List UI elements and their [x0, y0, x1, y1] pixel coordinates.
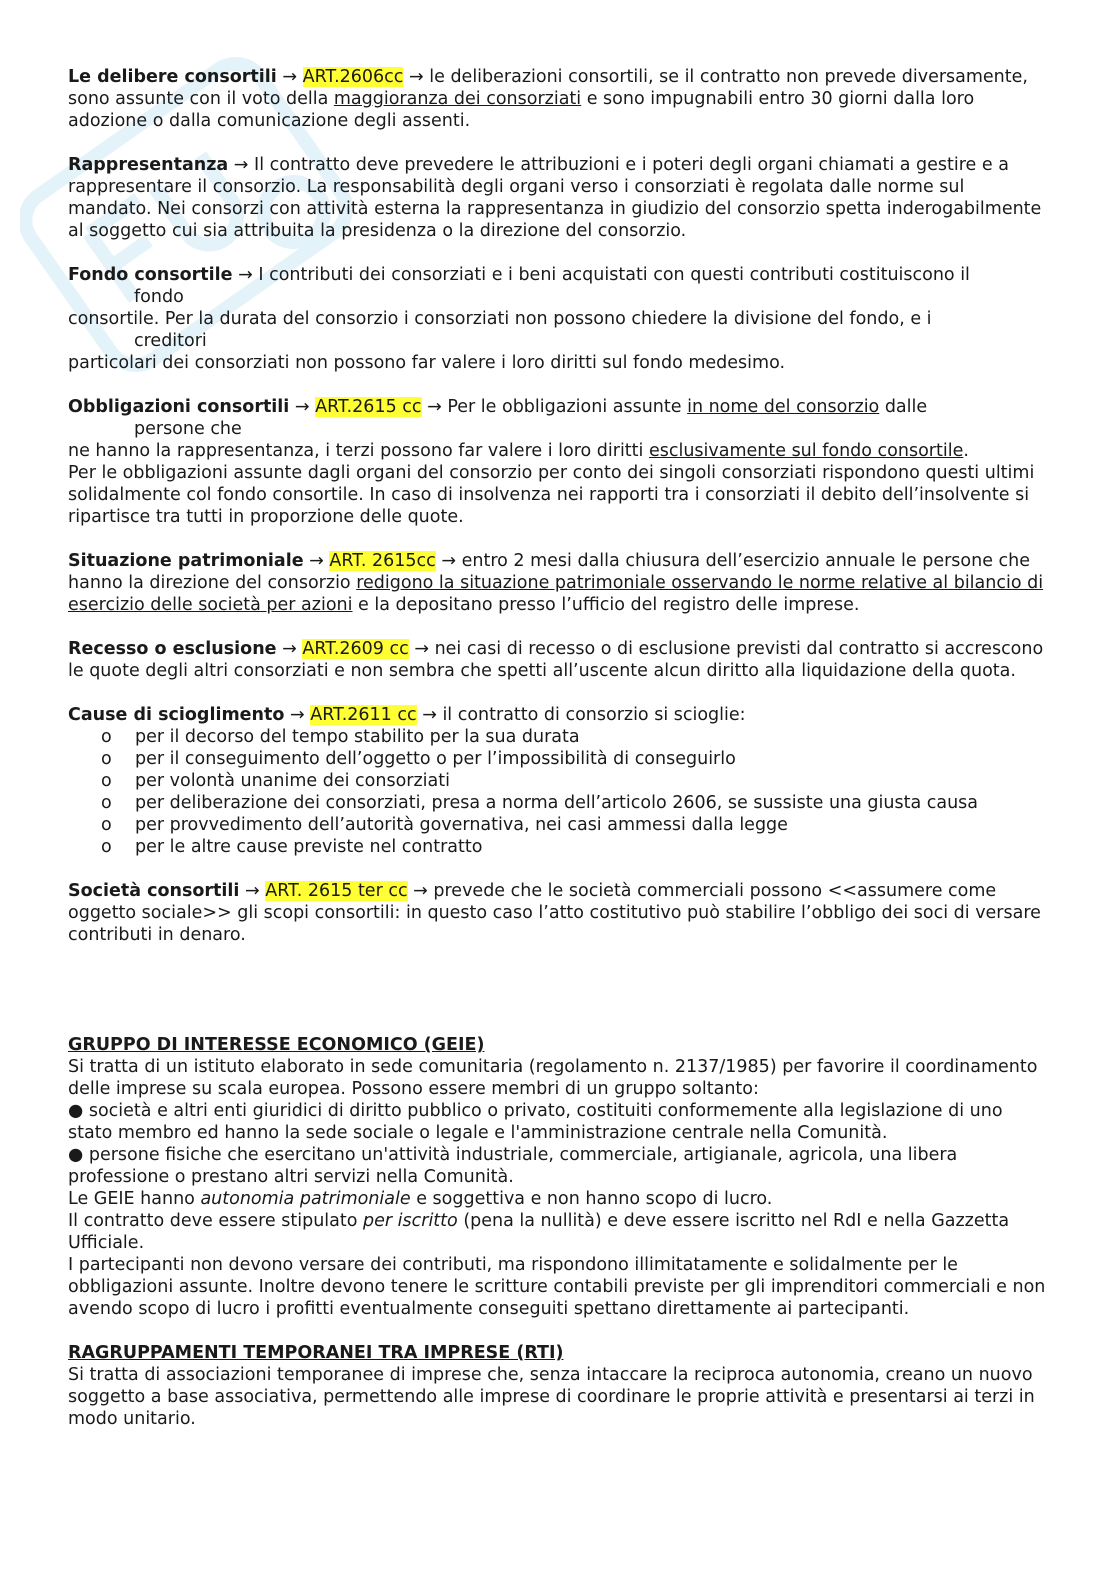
body-text: fondo: [134, 287, 184, 307]
body-text: Si tratta di un istituto elaborato in sede comunitaria (regolamento n. 2137/1985) per favorire il coordinamento delle imprese su scala europea. Possono essere membri di un gruppo soltanto:: [68, 1057, 1038, 1099]
arrow-icon: →: [245, 881, 260, 901]
heading-societa: Società consortili: [68, 881, 240, 901]
body-text: le deliberazioni consortili, se il contratto non prevede diversamente, sono assunte con il voto della: [68, 67, 1028, 109]
body-line: [68, 1210, 1048, 1254]
body-text: Il contratto deve essere stipulato: [68, 1211, 364, 1231]
paragraph-fondo: [68, 264, 1048, 374]
body-text: I contributi dei consorziati e i beni acquistati con questi contributi costituiscono il: [252, 265, 970, 285]
heading-delibere: Le delibere consortili: [68, 67, 277, 87]
body-text: persone che: [134, 419, 242, 439]
circle-bullet-icon: o: [101, 815, 112, 835]
arrow-icon: →: [238, 265, 253, 285]
paragraph-societa: [68, 880, 1048, 946]
list-item: [68, 814, 1048, 836]
body-text: creditori: [134, 331, 207, 351]
body-text: ne hanno la rappresentanza, i terzi possono far valere i loro diritti: [68, 441, 649, 461]
arrow-icon: →: [422, 705, 437, 725]
heading-scioglimento: Cause di scioglimento: [68, 705, 285, 725]
circle-bullet-icon: o: [101, 793, 112, 813]
underlined-text: redigono la situazione patrimoniale osservando le norme relative al bilancio di esercizio delle società per azioni: [68, 573, 1044, 615]
bullet-item: [68, 1144, 1048, 1188]
section-rti: [68, 1342, 1048, 1430]
arrow-icon: →: [282, 67, 298, 87]
italic-text: autonomia patrimoniale: [200, 1189, 411, 1209]
body-text: entro 2 mesi dalla chiusura dell’esercizio annuale le persone che hanno la direzione del consorzio: [68, 551, 1030, 593]
paragraph-delibere: [68, 66, 1048, 132]
list-item-text: per il decorso del tempo stabilito per la sua durata: [135, 727, 580, 747]
article-ref: ART.2606cc: [302, 67, 404, 87]
paragraph-situazione: [68, 550, 1048, 616]
body-text: Le GEIE hanno: [68, 1189, 201, 1209]
italic-text: per iscritto: [363, 1211, 458, 1231]
spacer: [68, 968, 1048, 1034]
article-ref: ART. 2615 ter cc: [265, 881, 408, 901]
body-text: Per le obbligazioni assunte dagli organi del consorzio per conto dei singoli consorziati rispondono questi ultimi solidalmente col fondo consortile. In caso di insolvenza nei rapporti tra i consorziati il debito dell’insolvente si ripartisce tra tutti in proporzione delle quote.: [68, 463, 1035, 527]
list-item-text: per il conseguimento dell’oggetto o per l’impossibilità di conseguirlo: [135, 749, 736, 769]
cause-list: [68, 726, 1048, 858]
underlined-text: esclusivamente sul fondo consortile: [648, 441, 964, 461]
document-page: [68, 66, 1048, 1452]
body-text: Si tratta di associazioni temporanee di imprese che, senza intaccare la reciproca autonomia, creano un nuovo soggetto a base associativa, permettendo alle imprese di coordinare le proprie attività e presentarsi ai terzi in modo unitario.: [68, 1365, 1035, 1429]
heading-recesso: Recesso o esclusione: [68, 639, 277, 659]
list-item-text: per provvedimento dell’autorità governativa, nei casi ammessi dalla legge: [135, 815, 788, 835]
heading-situazione: Situazione patrimoniale: [68, 551, 304, 571]
list-item-text: per deliberazione dei consorziati, presa a norma dell’articolo 2606, se sussiste una giusta causa: [135, 793, 979, 813]
article-ref: ART. 2615cc: [329, 551, 436, 571]
body-text: e soggettiva e non hanno scopo di lucro.: [410, 1189, 773, 1209]
paragraph-scioglimento: [68, 704, 1048, 858]
body-text: Il contratto deve prevedere le attribuzioni e i poteri degli organi chiamati a gestire e a rappresentare il consorzio. La responsabilità degli organi verso i consorziati è regolata dalle norme sul mandato. Nei consorzi con attività esterna la rappresentanza in giudizio del consorzio spetta inderogabilmente al soggetto cui sia attribuita la presidenza o la direzione del consorzio.: [68, 155, 1042, 241]
body-text: e sono impugnabili entro 30 giorni dalla loro adozione o dalla comunicazione degli assenti.: [68, 89, 975, 131]
body-text: Per le obbligazioni assunte: [441, 397, 688, 417]
list-item: [68, 770, 1048, 792]
circle-bullet-icon: o: [101, 837, 112, 857]
circle-bullet-icon: o: [101, 727, 112, 747]
arrow-icon: →: [414, 639, 429, 659]
body-text: I partecipanti non devono versare dei contributi, ma rispondono illimitatamente e solidalmente per le obbligazioni assunte. Inoltre devono tenere le scritture contabili previste per gli imprenditori commerciali e non avendo scopo di lucro i profitti eventualmente conseguiti spettano direttamente ai partecipanti.: [68, 1255, 1046, 1319]
body-text: e la depositano presso l’ufficio del registro delle imprese.: [352, 595, 860, 615]
arrow-icon: →: [233, 155, 249, 175]
body-text: dalle: [879, 397, 928, 417]
section-title-geie: GRUPPO DI INTERESSE ECONOMICO (GEIE): [68, 1035, 485, 1055]
heading-obbligazioni: Obbligazioni consortili: [68, 397, 290, 417]
paragraph-rappresentanza: [68, 154, 1048, 242]
heading-rappresentanza: Rappresentanza: [68, 155, 229, 175]
arrow-icon: →: [282, 639, 297, 659]
body-text: .: [963, 441, 969, 461]
article-ref: ART.2611 cc: [310, 705, 417, 725]
section-title-rti: RAGRUPPAMENTI TEMPORANEI TRA IMPRESE (RTI): [68, 1343, 564, 1363]
body-line: [68, 1188, 1048, 1210]
circle-bullet-icon: o: [101, 749, 112, 769]
black-circle-bullet-icon: ●: [68, 1145, 84, 1165]
underlined-text: in nome del consorzio: [687, 397, 880, 417]
article-ref: ART.2609 cc: [302, 639, 409, 659]
section-geie: [68, 1034, 1048, 1320]
body-text: prevede che le società commerciali possono <<assumere come oggetto sociale>> gli scopi consortili: in questo caso l’atto costitutivo può stabilire l’obbligo dei soci di versare contributi in denaro.: [68, 881, 1041, 945]
body-text: consortile. Per la durata del consorzio i consorziati non possono chiedere la divisione del fondo, e i: [68, 309, 932, 329]
underlined-text: maggioranza dei consorziati: [333, 89, 582, 109]
body-text: società e altri enti giuridici di diritto pubblico o privato, costituiti conformemente alla legislazione di uno stato membro ed hanno la sede sociale o legale e l'amministrazione centrale nella Comunità.: [68, 1101, 1003, 1143]
arrow-icon: →: [441, 551, 457, 571]
bullet-item: [68, 1100, 1048, 1144]
arrow-icon: →: [409, 67, 424, 87]
article-ref: ART.2615 cc: [315, 397, 422, 417]
heading-fondo: Fondo consortile: [68, 265, 233, 285]
list-item: [68, 836, 1048, 858]
list-item: [68, 748, 1048, 770]
list-item-text: per volontà unanime dei consorziati: [135, 771, 450, 791]
list-item-text: per le altre cause previste nel contratto: [135, 837, 483, 857]
body-text: il contratto di consorzio si scioglie:: [436, 705, 746, 725]
arrow-icon: →: [294, 397, 310, 417]
arrow-icon: →: [289, 705, 305, 725]
circle-bullet-icon: o: [101, 771, 112, 791]
paragraph-recesso: [68, 638, 1048, 682]
black-circle-bullet-icon: ●: [68, 1101, 84, 1121]
list-item: [68, 792, 1048, 814]
body-text: particolari dei consorziati non possono far valere i loro diritti sul fondo medesimo.: [68, 353, 786, 373]
arrow-icon: →: [309, 551, 324, 571]
list-item: [68, 726, 1048, 748]
body-text: (pena la nullità) e deve essere iscritto nel RdI e nella Gazzetta Ufficiale.: [68, 1211, 1010, 1253]
arrow-icon: →: [413, 881, 428, 901]
paragraph-obbligazioni: [68, 396, 1048, 528]
body-text: persone fisiche che esercitano un'attività industriale, commerciale, artigianale, agricola, una libera professione o prestano altri servizi nella Comunità.: [68, 1145, 958, 1187]
body-text: nei casi di recesso o di esclusione previsti dal contratto si accrescono le quote degli altri consorziati e non sembra che spetti all’uscente alcun diritto alla liquidazione della quota.: [68, 639, 1044, 681]
arrow-icon: →: [427, 397, 442, 417]
